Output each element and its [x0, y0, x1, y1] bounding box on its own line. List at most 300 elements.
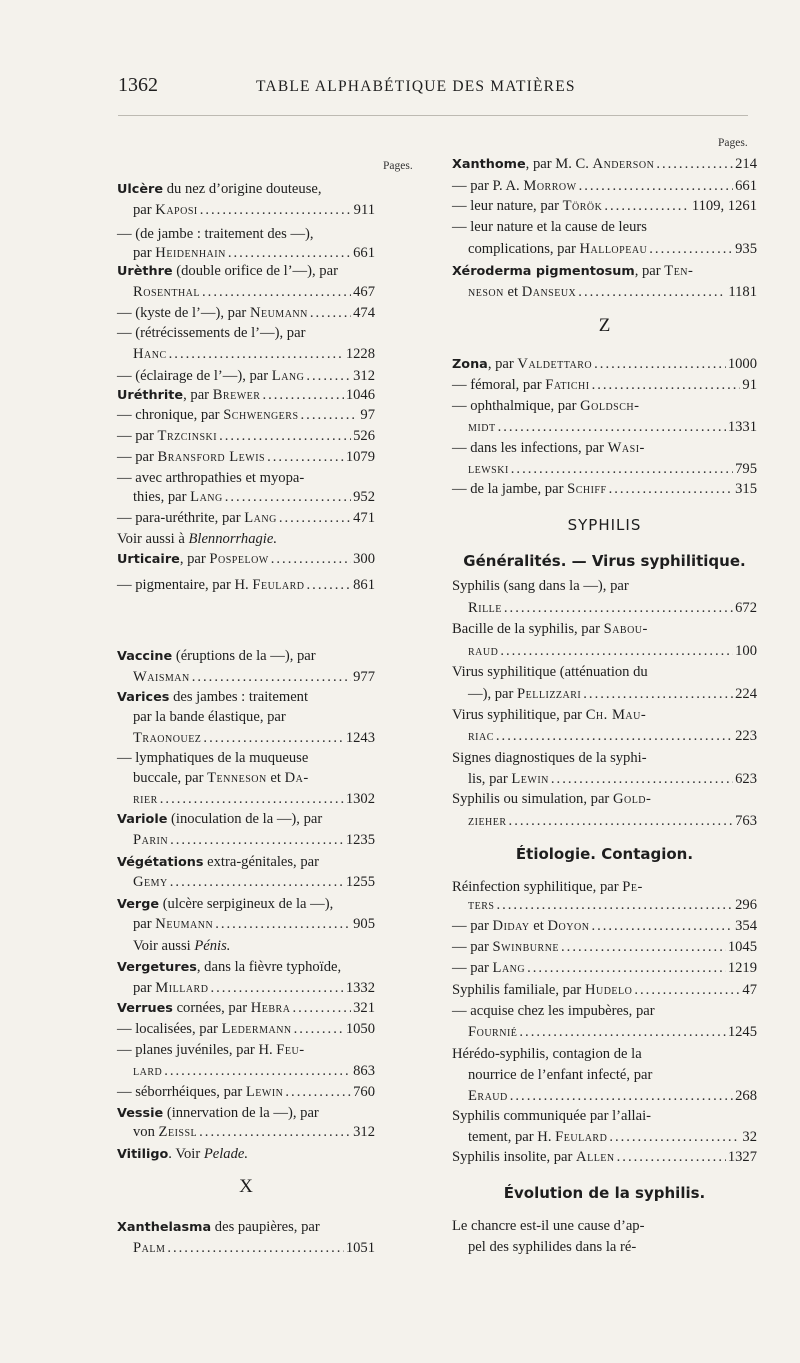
- index-entry: [117, 406, 375, 425]
- subsection-generalites: Généralités. — Virus syphilitique.: [463, 552, 746, 570]
- author-name: Schiff: [567, 481, 607, 497]
- index-entry: [452, 981, 757, 1000]
- dot-leader: [592, 376, 741, 395]
- page-reference: 1181: [728, 284, 757, 300]
- page-reference: 1109, 1261: [691, 198, 757, 214]
- entry-text: , par: [487, 356, 518, 372]
- index-entry: [452, 1107, 757, 1126]
- entry-text: (ulcère serpigineux de la —),: [159, 896, 334, 912]
- author-name: Palm: [133, 1240, 166, 1256]
- index-entry: [452, 262, 757, 281]
- entry-text: par la bande élastique, par: [133, 709, 286, 725]
- entry-text: Hérédo-syphilis, contagion de la: [452, 1046, 642, 1062]
- index-entry: [117, 367, 375, 386]
- index-entry: [117, 729, 375, 748]
- headword: Verrues: [117, 1001, 173, 1016]
- author-name: Allen: [576, 1149, 615, 1165]
- entry-text: Syphilis communiquée par l’allai-: [452, 1108, 651, 1124]
- page-reference: 661: [735, 178, 757, 194]
- index-entry: [452, 418, 757, 437]
- index-entry: [117, 576, 375, 595]
- index-entry: [117, 469, 375, 488]
- index-entry: [452, 917, 757, 936]
- entry-text: , dans la fièvre typhoïde,: [196, 959, 342, 975]
- entry-text: — localisées, par: [117, 1021, 222, 1037]
- index-entry: [452, 1023, 757, 1042]
- author-name: raud: [468, 643, 499, 659]
- entry-text: Réinfection syphilitique, par: [452, 879, 623, 895]
- pages-label: Pages.: [383, 160, 413, 172]
- index-entry: [117, 427, 375, 446]
- cross-reference: Pénis.: [194, 938, 231, 954]
- entry-text: — acquise chez les impubères, par: [452, 1003, 655, 1019]
- page-reference: 977: [353, 669, 375, 685]
- index-entry: [452, 177, 757, 196]
- page-reference: 268: [735, 1088, 757, 1104]
- dot-leader: [262, 386, 343, 405]
- author-name: Lewin: [511, 771, 549, 787]
- entry-text: cornées, par: [172, 1000, 251, 1016]
- entry-text: thies, par: [133, 489, 191, 505]
- index-entry: [117, 283, 375, 302]
- entry-text: — dans les infections, par: [452, 440, 608, 456]
- page-reference: 224: [735, 686, 757, 702]
- dot-leader: [496, 896, 733, 915]
- page-reference: 1243: [345, 730, 375, 746]
- page-number: 1362: [118, 74, 158, 96]
- index-entry: [452, 878, 757, 897]
- author-name: Kaposi: [155, 202, 198, 218]
- entry-text: — par: [452, 960, 493, 976]
- index-entry: [117, 749, 375, 768]
- index-entry: [452, 197, 757, 216]
- author-name: Rille: [468, 600, 502, 616]
- entry-text: pel des syphilides dans la ré-: [468, 1239, 637, 1255]
- entry-text: des jambes : traitement: [169, 689, 309, 705]
- entry-text: — chronique, par: [117, 407, 224, 423]
- entry-text: Virus syphilitique, par: [452, 707, 586, 723]
- index-entry: [452, 1045, 757, 1064]
- dot-leader: [203, 729, 343, 748]
- author-name: Diday: [492, 918, 530, 934]
- dot-leader: [210, 979, 343, 998]
- index-entry: [452, 1128, 757, 1147]
- author-name: Sabou-: [603, 621, 648, 637]
- index-entry: [117, 304, 375, 323]
- author-name: Pellizzari: [517, 686, 582, 702]
- page-reference: 1228: [345, 346, 375, 362]
- author-name: Pospelow: [209, 551, 269, 567]
- page-reference: 467: [353, 284, 375, 300]
- page-reference: 1000: [727, 356, 757, 372]
- dot-leader: [294, 1020, 344, 1039]
- index-entry: [452, 642, 757, 661]
- dot-leader: [551, 770, 733, 789]
- index-entry: [452, 1217, 757, 1236]
- author-name: Gemy: [133, 874, 168, 890]
- entry-text: Syphilis ou simulation, par: [452, 791, 613, 807]
- page-reference: 526: [353, 428, 375, 444]
- author-name: Lang: [271, 368, 305, 384]
- entry-text: — ophthalmique, par: [452, 398, 581, 414]
- dot-leader: [504, 599, 733, 618]
- dot-leader: [583, 685, 733, 704]
- dot-leader: [591, 917, 733, 936]
- author-name: Bransford Lewis: [157, 449, 266, 465]
- entry-text: par: [133, 202, 156, 218]
- page-reference: 296: [735, 897, 757, 913]
- dot-leader: [519, 1023, 725, 1042]
- author-name: Neumann: [155, 916, 214, 932]
- entry-text: — (de jambe : traitement des —),: [117, 226, 314, 242]
- entry-text: — par: [452, 939, 493, 955]
- index-entry: [452, 283, 757, 302]
- author-name: Török: [562, 198, 603, 214]
- page-reference: 1219: [727, 960, 757, 976]
- index-entry: [452, 896, 757, 915]
- entry-text: , par M. C.: [525, 156, 593, 172]
- dot-leader: [160, 790, 344, 809]
- page-reference: 1255: [345, 874, 375, 890]
- author-name: Feu-: [276, 1042, 305, 1058]
- index-entry: [117, 509, 375, 528]
- index-entry: [452, 376, 757, 395]
- entry-text: — avec arthropathies et myopa-: [117, 470, 305, 486]
- pages-label: Pages.: [718, 137, 748, 149]
- author-name: Valdettaro: [517, 356, 593, 372]
- page-reference: 1079: [345, 449, 375, 465]
- entry-text: et: [503, 284, 522, 300]
- index-entry: [452, 1002, 757, 1021]
- page-reference: 315: [735, 481, 757, 497]
- entry-text: (éruptions de la —), par: [172, 648, 316, 664]
- index-entry: [117, 1083, 375, 1102]
- author-name: Gold-: [612, 791, 652, 807]
- dot-leader: [279, 509, 351, 528]
- entry-text: par: [133, 916, 156, 932]
- author-name: Hudelo: [584, 982, 633, 998]
- dot-leader: [292, 999, 351, 1018]
- page-reference: 672: [735, 600, 757, 616]
- entry-text: Voir aussi: [133, 938, 195, 954]
- index-entry: [452, 685, 757, 704]
- dot-leader: [228, 244, 351, 263]
- entry-text: — de la jambe, par: [452, 481, 568, 497]
- index-entry: [452, 1087, 757, 1106]
- index-entry: [452, 1238, 757, 1257]
- dot-leader: [285, 1083, 351, 1102]
- entry-text: (double orifice de l’—), par: [172, 263, 338, 279]
- headword: Zona: [452, 357, 488, 372]
- index-entry: [452, 1066, 757, 1085]
- dot-leader: [649, 240, 733, 259]
- entry-text: nourrice de l’enfant infecté, par: [468, 1067, 653, 1083]
- page-reference: 91: [742, 377, 757, 393]
- author-name: Da-: [284, 770, 309, 786]
- author-name: rier: [133, 791, 158, 807]
- index-entry: [117, 201, 375, 220]
- headword: Verge: [117, 897, 160, 912]
- dot-leader: [200, 201, 352, 220]
- header-rule: [118, 115, 748, 116]
- entry-text: et: [529, 918, 548, 934]
- entry-text: , par: [634, 263, 665, 279]
- entry-text: du nez d’origine douteuse,: [163, 181, 322, 197]
- index-entry: [117, 1123, 375, 1142]
- index-entry: [452, 727, 757, 746]
- author-name: Fournié: [468, 1024, 518, 1040]
- entry-text: Le chancre est-il une cause d’ap-: [452, 1218, 645, 1234]
- section-title-syphilis: SYPHILIS: [567, 516, 642, 534]
- subsection-evolution: Évolution de la syphilis.: [503, 1184, 706, 1202]
- page-reference: 795: [735, 461, 757, 477]
- headword: Urticaire: [117, 552, 180, 567]
- index-entry: [117, 895, 375, 914]
- page-reference: 1245: [727, 1024, 757, 1040]
- index-entry: [117, 647, 375, 666]
- page-reference: 1046: [345, 387, 375, 403]
- index-entry: [117, 530, 375, 549]
- author-name: Ch. Mau-: [585, 707, 647, 723]
- index-entry: [452, 620, 757, 639]
- entry-text: Syphilis (sang dans la —), par: [452, 578, 629, 594]
- index-entry: [452, 812, 757, 831]
- page-reference: 214: [735, 156, 757, 172]
- dot-leader: [609, 1128, 740, 1147]
- author-name: Hanc: [133, 346, 167, 362]
- page-reference: 1235: [345, 832, 375, 848]
- index-entry: [117, 550, 375, 569]
- headword: Varices: [117, 690, 170, 705]
- author-name: Hallopeau: [579, 241, 648, 257]
- index-entry: [452, 460, 757, 479]
- dot-leader: [579, 177, 734, 196]
- page-reference: 100: [735, 643, 757, 659]
- entry-text: , par: [179, 551, 210, 567]
- author-name: Anderson: [592, 156, 655, 172]
- dot-leader: [164, 1062, 351, 1081]
- index-entry: [452, 663, 757, 682]
- headword: Urèthre: [117, 264, 173, 279]
- author-name: riac: [468, 728, 494, 744]
- entry-text: — leur nature, par: [452, 198, 563, 214]
- author-name: Feulard: [555, 1129, 608, 1145]
- entry-text: von: [133, 1124, 159, 1140]
- author-name: Heidenhain: [155, 245, 226, 261]
- index-entry: [117, 958, 375, 977]
- index-entry: [452, 240, 757, 259]
- headword: Vergetures: [117, 960, 197, 975]
- author-name: Waisman: [133, 669, 190, 685]
- entry-text: — par: [452, 918, 493, 934]
- cross-reference: Pelade.: [203, 1146, 249, 1162]
- dot-leader: [594, 355, 726, 374]
- page-reference: 312: [353, 1124, 375, 1140]
- index-entry: [452, 218, 757, 237]
- author-name: Parin: [133, 832, 169, 848]
- entry-text: (inoculation de la —), par: [167, 811, 323, 827]
- index-entry: [117, 1218, 375, 1237]
- page-reference: 312: [353, 368, 375, 384]
- dot-leader: [617, 1148, 726, 1167]
- index-entry: [452, 355, 757, 374]
- dot-leader: [500, 642, 733, 661]
- index-entry: [452, 706, 757, 725]
- page-reference: 471: [353, 510, 375, 526]
- index-entry: [452, 480, 757, 499]
- page-reference: 1332: [345, 980, 375, 996]
- author-name: Feulard: [252, 577, 305, 593]
- dot-leader: [307, 576, 352, 595]
- entry-text: — fémoral, par: [452, 377, 546, 393]
- index-entry: [452, 439, 757, 458]
- entry-text: — par: [117, 428, 158, 444]
- index-entry: [117, 1145, 375, 1164]
- entry-text: complications, par: [468, 241, 580, 257]
- page-reference: 1331: [727, 419, 757, 435]
- author-name: Morrow: [523, 178, 577, 194]
- index-entry: [117, 244, 375, 263]
- dot-leader: [170, 831, 344, 850]
- author-name: Lang: [244, 510, 277, 526]
- page-reference: 763: [735, 813, 757, 829]
- headword: Variole: [117, 812, 168, 827]
- index-entry: [117, 1104, 375, 1123]
- author-name: lewski: [468, 461, 509, 477]
- entry-text: — séborrhéiques, par: [117, 1084, 246, 1100]
- running-title: TABLE ALPHABÉTIQUE DES MATIÈRES: [256, 78, 576, 95]
- page-reference: 1327: [727, 1149, 757, 1165]
- author-name: Doyon: [547, 918, 590, 934]
- entry-text: Syphilis familiale, par: [452, 982, 585, 998]
- index-entry: [117, 262, 375, 281]
- headword: Xanthome: [452, 157, 526, 172]
- index-entry: [117, 448, 375, 467]
- index-entry: [452, 1148, 757, 1167]
- dot-leader: [267, 448, 344, 467]
- entry-text: et: [266, 770, 285, 786]
- author-name: Millard: [155, 980, 209, 996]
- entry-text: — (rétrécissements de l’—), par: [117, 325, 306, 341]
- index-entry: [452, 749, 757, 768]
- dot-leader: [225, 488, 351, 507]
- index-entry: [117, 1020, 375, 1039]
- author-name: Fatichi: [545, 377, 590, 393]
- index-entry: [117, 1041, 375, 1060]
- headword: Vitiligo: [117, 1147, 169, 1162]
- index-entry: [117, 1239, 375, 1258]
- index-entry: [117, 999, 375, 1018]
- entry-text: lis, par: [468, 771, 512, 787]
- index-entry: [117, 488, 375, 507]
- dot-leader: [527, 959, 726, 978]
- dot-leader: [170, 873, 344, 892]
- page-reference: 661: [353, 245, 375, 261]
- entry-text: — leur nature et la cause de leurs: [452, 219, 647, 235]
- index-entry: [452, 959, 757, 978]
- index-entry: [452, 397, 757, 416]
- dot-leader: [496, 727, 733, 746]
- dot-leader: [561, 938, 726, 957]
- dot-leader: [306, 367, 351, 386]
- page-reference: 474: [353, 305, 375, 321]
- page-reference: 1051: [345, 1240, 375, 1256]
- headword: Uréthrite: [117, 388, 184, 403]
- page-reference: 1302: [345, 791, 375, 807]
- entry-text: extra-génitales, par: [203, 854, 319, 870]
- dot-leader: [310, 304, 351, 323]
- author-name: midt: [468, 419, 496, 435]
- headword: Végétations: [117, 855, 204, 870]
- subsection-etiologie: Étiologie. Contagion.: [515, 845, 694, 863]
- headword: Vaccine: [117, 649, 173, 664]
- entry-text: Signes diagnostiques de la syphi-: [452, 750, 647, 766]
- index-entry: [117, 324, 375, 343]
- page-reference: 223: [735, 728, 757, 744]
- index-entry: [117, 386, 375, 405]
- page-reference: 952: [353, 489, 375, 505]
- dot-leader: [656, 155, 733, 174]
- index-entry: [117, 831, 375, 850]
- index-entry: [117, 345, 375, 364]
- entry-text: par: [133, 980, 156, 996]
- index-entry: [452, 155, 757, 174]
- page-reference: 863: [353, 1063, 375, 1079]
- author-name: Traonouez: [133, 730, 202, 746]
- dot-leader: [192, 668, 351, 687]
- entry-text: Virus syphilitique (atténuation du: [452, 664, 648, 680]
- entry-text: Bacille de la syphilis, par: [452, 621, 604, 637]
- author-name: Hebra: [250, 1000, 291, 1016]
- author-name: Eraud: [468, 1088, 508, 1104]
- dot-leader: [202, 283, 351, 302]
- author-name: lard: [133, 1063, 163, 1079]
- headword: Ulcère: [117, 182, 164, 197]
- page-reference: 911: [353, 202, 375, 218]
- page-reference: 760: [353, 1084, 375, 1100]
- index-entry: [452, 770, 757, 789]
- entry-text: — planes juvéniles, par H.: [117, 1042, 277, 1058]
- index-entry: [452, 577, 757, 596]
- dot-leader: [509, 812, 734, 831]
- entry-text: Syphilis insolite, par: [452, 1149, 577, 1165]
- index-entry: [117, 873, 375, 892]
- headword: Xanthelasma: [117, 1220, 212, 1235]
- index-entry: [452, 599, 757, 618]
- page-reference: 32: [742, 1129, 757, 1145]
- author-name: Zeissl: [158, 1124, 198, 1140]
- entry-text: . Voir: [168, 1146, 204, 1162]
- entry-text: — (éclairage de l’—), par: [117, 368, 272, 384]
- author-name: Swinburne: [492, 939, 560, 955]
- dot-leader: [301, 406, 359, 425]
- letter-heading-z: Z: [598, 315, 611, 336]
- page-reference: 861: [353, 577, 375, 593]
- page-reference: 935: [735, 241, 757, 257]
- author-name: Tenneson: [207, 770, 267, 786]
- letter-heading-x: X: [239, 1176, 253, 1197]
- dot-leader: [199, 1123, 351, 1142]
- page-reference: 97: [360, 407, 375, 423]
- dot-leader: [169, 345, 344, 364]
- entry-text: — (kyste de l’—), par: [117, 305, 250, 321]
- index-entry: [117, 708, 375, 727]
- dot-leader: [578, 283, 726, 302]
- page-reference: 300: [353, 551, 375, 567]
- author-name: Trzcinski: [157, 428, 218, 444]
- author-name: Lang: [190, 489, 223, 505]
- index-entry: [117, 225, 375, 244]
